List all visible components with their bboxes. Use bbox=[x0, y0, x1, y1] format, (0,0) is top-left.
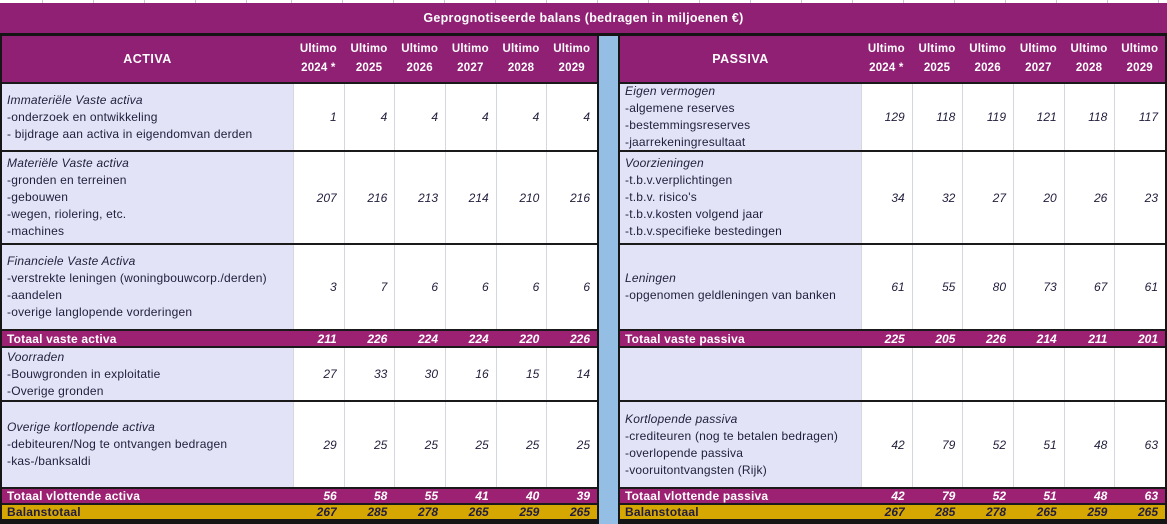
category-label: Immateriële Vaste activa bbox=[7, 92, 143, 107]
column-header-year: 2024 * bbox=[301, 62, 336, 74]
total-value-cell: 265 bbox=[468, 505, 489, 519]
value-cell: 118 bbox=[912, 84, 963, 150]
column-header-year: 2025 bbox=[923, 62, 951, 74]
category-label: Kortlopende passiva bbox=[625, 411, 738, 426]
value-cell: 67 bbox=[1064, 245, 1115, 329]
section-row bbox=[620, 400, 1165, 487]
value-cell: 26 bbox=[1064, 152, 1115, 243]
item-label: -Overige gronden bbox=[7, 383, 104, 398]
total-value-cell: 48 bbox=[1094, 489, 1108, 503]
column-header bbox=[293, 36, 344, 82]
total-value-cell: 56 bbox=[323, 489, 337, 503]
total-value-cell: 224 bbox=[468, 331, 489, 346]
column-header-year: 2026 bbox=[974, 62, 1001, 74]
section-labels bbox=[2, 402, 293, 487]
column-header-year: 2028 bbox=[1075, 62, 1103, 74]
side-title: PASSIVA bbox=[712, 52, 769, 66]
column-header-year: 2029 bbox=[558, 62, 585, 74]
column-header-word: Ultimo bbox=[299, 43, 337, 55]
item-label: -overige langlopende vorderingen bbox=[7, 305, 193, 319]
value-cell bbox=[962, 348, 1013, 400]
column-header-word: Ultimo bbox=[918, 43, 956, 55]
value-cell: 118 bbox=[1064, 84, 1115, 150]
item-label: -machines bbox=[7, 224, 65, 238]
total-label: Totaal vlottende passiva bbox=[625, 489, 769, 503]
value-cell: 214 bbox=[445, 152, 496, 243]
column-header bbox=[546, 36, 597, 82]
column-header bbox=[962, 36, 1013, 82]
category-label: Overige kortlopende activa bbox=[7, 420, 155, 434]
total-label: Totaal vlottende activa bbox=[7, 489, 141, 503]
center-divider bbox=[599, 36, 618, 524]
grand-total-row bbox=[2, 503, 597, 519]
column-header bbox=[1013, 36, 1064, 82]
item-label: -algemene reserves bbox=[625, 101, 735, 115]
total-value-cell: 278 bbox=[417, 505, 439, 519]
value-cell bbox=[861, 348, 912, 400]
total-value-cell: 259 bbox=[519, 505, 540, 519]
total-value-cell: 278 bbox=[985, 505, 1007, 519]
value-cell: 29 bbox=[293, 402, 344, 487]
total-value-cell: 265 bbox=[570, 505, 591, 519]
total-label: Totaal vaste activa bbox=[7, 331, 117, 346]
column-header-year: 2024 * bbox=[869, 62, 904, 74]
column-header-word: Ultimo bbox=[1070, 43, 1108, 55]
column-header-word: Ultimo bbox=[1019, 43, 1057, 55]
total-value-cell: 201 bbox=[1138, 331, 1159, 346]
column-header-year: 2029 bbox=[1126, 62, 1153, 74]
section-row bbox=[620, 243, 1165, 329]
section-row bbox=[2, 400, 597, 487]
section-row bbox=[620, 82, 1165, 150]
item-label: -t.b.v. risico's bbox=[625, 190, 697, 204]
value-cell: 52 bbox=[962, 402, 1013, 487]
column-header-year: 2028 bbox=[507, 62, 535, 74]
column-header-year: 2027 bbox=[457, 62, 484, 74]
value-cell: 14 bbox=[546, 348, 597, 400]
report-title: Geprognotiseerde balans (bedragen in miljoenen €) bbox=[0, 3, 1167, 36]
column-header-word: Ultimo bbox=[401, 43, 439, 55]
value-cell: 25 bbox=[344, 402, 395, 487]
total-value-cell: 63 bbox=[1144, 489, 1159, 503]
value-cell: 20 bbox=[1013, 152, 1064, 243]
value-cell: 42 bbox=[861, 402, 912, 487]
total-value-cell: 224 bbox=[417, 331, 439, 346]
total-value-cell: 41 bbox=[475, 489, 489, 503]
value-cell: 15 bbox=[496, 348, 547, 400]
section-labels bbox=[620, 152, 861, 243]
item-label: -bestemmingsreserves bbox=[625, 118, 751, 132]
value-cell: 1 bbox=[293, 84, 344, 150]
value-cell: 73 bbox=[1013, 245, 1064, 329]
total-label: Balanstotaal bbox=[625, 505, 699, 519]
item-label: -gronden en terreinen bbox=[7, 173, 127, 187]
value-cell: 27 bbox=[962, 152, 1013, 243]
section-row bbox=[620, 150, 1165, 243]
column-header bbox=[496, 36, 547, 82]
section-labels bbox=[620, 84, 861, 150]
item-label: -crediteuren (nog te betalen bedragen) bbox=[625, 428, 839, 443]
column-header-row bbox=[620, 36, 1165, 82]
column-header-word: Ultimo bbox=[867, 43, 905, 55]
total-value-cell: 51 bbox=[1043, 489, 1057, 503]
value-cell: 4 bbox=[496, 84, 547, 150]
value-cell: 63 bbox=[1114, 402, 1165, 487]
total-value-cell: 214 bbox=[1036, 331, 1057, 346]
category-label: Financiele Vaste Activa bbox=[7, 254, 136, 268]
item-label: -Bouwgronden in exploitatie bbox=[7, 366, 161, 381]
section-row bbox=[2, 243, 597, 329]
item-label: -vooruitontvangsten (Rijk) bbox=[625, 462, 767, 477]
section-row bbox=[2, 346, 597, 400]
side-title: ACTIVA bbox=[123, 52, 172, 66]
sheet-body bbox=[0, 36, 1167, 524]
passiva-table bbox=[618, 36, 1167, 524]
item-label: -debiteuren/Nog te ontvangen bedragen bbox=[7, 437, 228, 451]
total-row bbox=[2, 487, 597, 503]
value-cell: 25 bbox=[445, 402, 496, 487]
item-label: -aandelen bbox=[7, 288, 63, 302]
total-value-cell: 39 bbox=[576, 489, 591, 503]
column-header-word: Ultimo bbox=[502, 43, 540, 55]
value-cell: 6 bbox=[445, 245, 496, 329]
total-value-cell: 52 bbox=[992, 489, 1007, 503]
value-cell: 34 bbox=[861, 152, 912, 243]
item-label: -onderzoek en ontwikkeling bbox=[7, 109, 158, 124]
section-labels bbox=[2, 84, 293, 150]
value-cell: 23 bbox=[1114, 152, 1165, 243]
total-value-cell: 285 bbox=[935, 505, 956, 519]
value-cell bbox=[912, 348, 963, 400]
total-value-cell: 265 bbox=[1138, 505, 1159, 519]
total-value-cell: 220 bbox=[519, 331, 540, 346]
value-cell: 129 bbox=[861, 84, 912, 150]
total-value-cell: 211 bbox=[317, 331, 337, 346]
column-header bbox=[912, 36, 963, 82]
value-cell bbox=[1013, 348, 1064, 400]
column-header-year: 2027 bbox=[1025, 62, 1052, 74]
value-cell: 119 bbox=[962, 84, 1013, 150]
total-value-cell: 42 bbox=[891, 489, 905, 503]
column-header bbox=[1064, 36, 1115, 82]
item-label: -jaarrekeningresultaat bbox=[625, 135, 746, 149]
section-row bbox=[2, 150, 597, 243]
value-cell: 6 bbox=[496, 245, 547, 329]
value-cell: 25 bbox=[546, 402, 597, 487]
total-value-cell: 205 bbox=[935, 331, 956, 346]
value-cell: 27 bbox=[293, 348, 344, 400]
value-cell: 216 bbox=[344, 152, 395, 243]
section-labels bbox=[2, 245, 293, 329]
column-header-row bbox=[2, 36, 597, 82]
column-header bbox=[861, 36, 912, 82]
column-header bbox=[445, 36, 496, 82]
value-cell: 32 bbox=[912, 152, 963, 243]
section-labels bbox=[620, 348, 861, 400]
column-header-word: Ultimo bbox=[553, 43, 591, 55]
total-value-cell: 259 bbox=[1087, 505, 1108, 519]
item-label: -overlopende passiva bbox=[625, 445, 744, 460]
item-label: -t.b.v.kosten volgend jaar bbox=[625, 207, 764, 221]
value-cell: 216 bbox=[546, 152, 597, 243]
value-cell: 61 bbox=[861, 245, 912, 329]
value-cell: 117 bbox=[1114, 84, 1165, 150]
column-header-word: Ultimo bbox=[350, 43, 388, 55]
value-cell: 3 bbox=[293, 245, 344, 329]
column-header-year: 2026 bbox=[406, 62, 433, 74]
value-cell: 80 bbox=[962, 245, 1013, 329]
total-value-cell: 58 bbox=[373, 489, 388, 503]
total-value-cell: 40 bbox=[526, 489, 540, 503]
section-labels bbox=[2, 152, 293, 243]
column-header-year: 2025 bbox=[355, 62, 383, 74]
item-label: - bijdrage aan activa in eigendomvan derden bbox=[7, 126, 253, 141]
total-value-cell: 55 bbox=[424, 489, 439, 503]
value-cell: 4 bbox=[445, 84, 496, 150]
value-cell: 207 bbox=[293, 152, 344, 243]
column-header bbox=[1114, 36, 1165, 82]
value-cell: 79 bbox=[912, 402, 963, 487]
item-label: -verstrekte leningen (woningbouwcorp./derden) bbox=[7, 271, 267, 285]
item-label: -kas-/banksaldi bbox=[7, 454, 91, 468]
value-cell: 25 bbox=[496, 402, 547, 487]
total-row bbox=[620, 487, 1165, 503]
value-cell bbox=[1114, 348, 1165, 400]
column-header bbox=[344, 36, 395, 82]
value-cell: 4 bbox=[344, 84, 395, 150]
total-label: Totaal vaste passiva bbox=[625, 331, 745, 346]
category-label: Voorzieningen bbox=[625, 156, 704, 170]
value-cell: 6 bbox=[394, 245, 445, 329]
value-cell: 48 bbox=[1064, 402, 1115, 487]
category-label: Leningen bbox=[625, 271, 676, 285]
total-value-cell: 226 bbox=[985, 331, 1007, 346]
column-header bbox=[394, 36, 445, 82]
item-label: -gebouwen bbox=[7, 190, 69, 204]
value-cell: 61 bbox=[1114, 245, 1165, 329]
value-cell: 121 bbox=[1013, 84, 1064, 150]
total-value-cell: 211 bbox=[1088, 331, 1108, 346]
section-labels bbox=[2, 348, 293, 400]
item-label: -opgenomen geldleningen van banken bbox=[625, 288, 836, 302]
value-cell: 33 bbox=[344, 348, 395, 400]
value-cell: 4 bbox=[394, 84, 445, 150]
grand-total-row bbox=[620, 503, 1165, 519]
value-cell: 30 bbox=[394, 348, 445, 400]
value-cell: 16 bbox=[445, 348, 496, 400]
total-value-cell: 226 bbox=[367, 331, 388, 346]
value-cell bbox=[1064, 348, 1115, 400]
column-header-word: Ultimo bbox=[969, 43, 1007, 55]
section-labels bbox=[620, 245, 861, 329]
activa-table bbox=[0, 36, 599, 524]
total-value-cell: 226 bbox=[570, 331, 591, 346]
total-value-cell: 285 bbox=[367, 505, 388, 519]
item-label: -t.b.v.verplichtingen bbox=[625, 173, 733, 187]
column-header-word: Ultimo bbox=[451, 43, 489, 55]
value-cell: 55 bbox=[912, 245, 963, 329]
total-value-cell: 265 bbox=[1036, 505, 1057, 519]
item-label: -wegen, riolering, etc. bbox=[7, 207, 127, 221]
section-row bbox=[2, 82, 597, 150]
value-cell: 25 bbox=[394, 402, 445, 487]
value-cell: 213 bbox=[394, 152, 445, 243]
value-cell: 6 bbox=[546, 245, 597, 329]
total-label: Balanstotaal bbox=[7, 505, 81, 519]
value-cell: 4 bbox=[546, 84, 597, 150]
total-row bbox=[2, 329, 597, 346]
category-label: Voorraden bbox=[7, 349, 65, 364]
section-row bbox=[620, 346, 1165, 400]
value-cell: 51 bbox=[1013, 402, 1064, 487]
category-label: Eigen vermogen bbox=[625, 84, 716, 98]
category-label: Materiële Vaste activa bbox=[7, 156, 130, 170]
total-value-cell: 225 bbox=[884, 331, 905, 346]
item-label: -t.b.v.specifieke bestedingen bbox=[625, 224, 783, 238]
column-header-word: Ultimo bbox=[1121, 43, 1159, 55]
value-cell: 210 bbox=[496, 152, 547, 243]
total-value-cell: 267 bbox=[884, 505, 905, 519]
section-labels bbox=[620, 402, 861, 487]
value-cell: 7 bbox=[344, 245, 395, 329]
total-row bbox=[620, 329, 1165, 346]
total-value-cell: 267 bbox=[316, 505, 337, 519]
total-value-cell: 79 bbox=[941, 489, 956, 503]
